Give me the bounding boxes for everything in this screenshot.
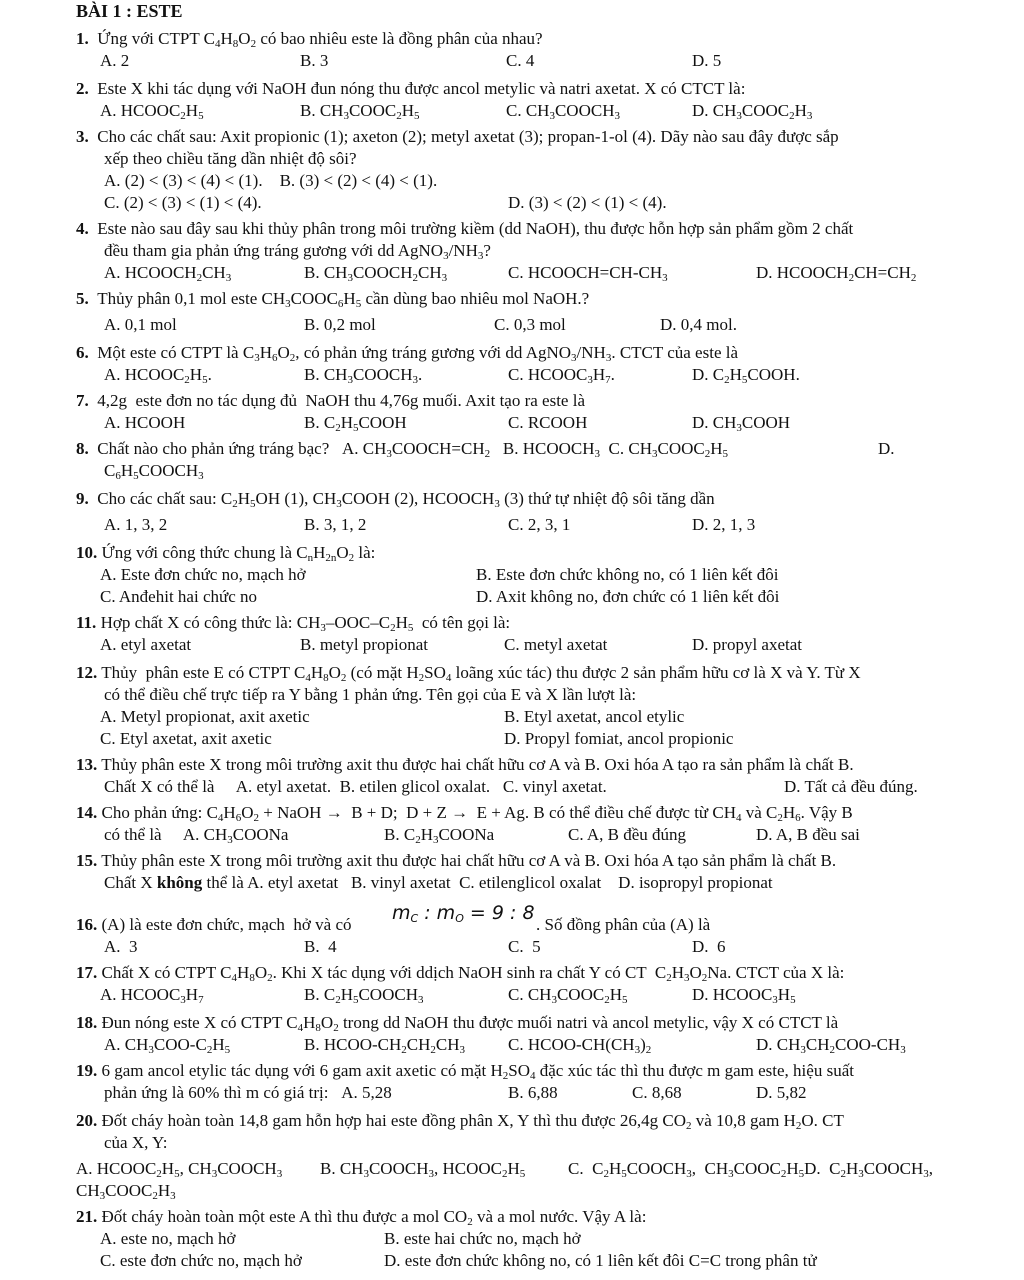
text-line: C. este đơn chức no, mạch hở: [100, 1251, 302, 1270]
text-line: 1. Ứng với CTPT $C_4H_8O_2$ có bao nhiêu este là đồng phân của nhau?: [76, 29, 543, 50]
text-line: . Số đồng phân của (A) là: [536, 915, 711, 934]
text-line: 18. Đun nóng este X có CTPT $C_4H_8O_2$ trong dd NaOH thu được muối natri và ancol metylic, vậy X có CTCT là: [76, 1013, 839, 1034]
text-line: D. 5: [692, 51, 722, 70]
text-line: D. $CH_3COOH$: [692, 413, 791, 434]
text-line: 6. Một este có CTPT là $C_3H_6O_2$, có phản ứng tráng gương với dd $AgNO_3/NH_3$. CTCT của este là: [76, 343, 739, 364]
text-line: C. 8,68: [632, 1083, 682, 1102]
text-line: 11. Hợp chất X có công thức là: $CH_3-OOC-C_2H_5$ có tên gọi là:: [76, 613, 511, 634]
text-line: $m_C$ : $m_O = 9$ : 8: [392, 902, 535, 925]
text-line: 7. 4,2g este đơn no tác dụng đủ NaOH thu 4,76g muối. Axit tạo ra este là: [76, 391, 585, 410]
text-line: A. 1, 3, 2: [104, 515, 168, 534]
text-line: Chất X có thể là A. etyl axetat. B. etilen glicol oxalat. C. vinyl axetat.: [104, 777, 607, 796]
text-line: B. metyl propionat: [300, 635, 428, 654]
text-line: B. 3, 1, 2: [304, 515, 367, 534]
text-line: đều tham gia phản ứng tráng gương với dd $AgNO_3/NH_3$?: [104, 241, 491, 262]
text-line: A. (2) < (3) < (4) < (1). B. (3) < (2) < (4) < (1).: [104, 171, 438, 190]
text-line: 17. Chất X có CTPT $C_4H_8O_2$. Khi X tác dụng với ddịch NaOH sinh ra chất Y có CT $C_2H_3O_2Na$. CTCT của X là:: [76, 963, 845, 984]
text-line: C. $HCOOCH=CH-CH_3$: [508, 263, 668, 284]
text-line: D. Tất cả đều đúng.: [784, 777, 918, 796]
text-line: $CH_3COOC_2H_3$: [76, 1181, 176, 1202]
text-line: B. 0,2 mol: [304, 315, 376, 334]
text-line: D. este đơn chức không no, có 1 liên kết đôi C=C trong phân tử: [384, 1251, 817, 1270]
text-line: A. HCOOH: [104, 413, 186, 432]
text-line: D.: [878, 439, 895, 458]
text-line: C. 5: [508, 937, 541, 956]
text-line: B. 4: [304, 937, 337, 956]
text-line: A. $HCOOC_2H_5$.: [104, 365, 212, 386]
text-line: Chất X không thể là A. etyl axetat B. vinyl axetat C. etilenglicol oxalat D. isopropyl propionat: [104, 873, 773, 892]
text-line: 5. Thủy phân 0,1 mol este $CH_3COOC_6H_5$ cần dùng bao nhiêu mol NaOH.?: [76, 289, 590, 310]
text-line: $C_6H_5COOCH_3$: [104, 461, 204, 482]
text-line: C. metyl axetat: [504, 635, 608, 654]
text-line: A. $CH_3COO-C_2H_5$: [104, 1035, 231, 1056]
text-line: C. $HCOOC_3H_7$.: [508, 365, 615, 386]
text-line: D. 6: [692, 937, 726, 956]
text-line: D. $HCOOC_3H_5$: [692, 985, 796, 1006]
text-line: C. 2, 3, 1: [508, 515, 571, 534]
text-line: 4. Este nào sau đây sau khi thủy phân trong môi trường kiềm (dd NaOH), thu được hỗn hợp sản phẩm gồm 2 chất: [76, 219, 854, 238]
text-line: D. $HCOOCH_2CH=CH_2$: [756, 263, 917, 284]
text-line: B. 6,88: [508, 1083, 558, 1102]
text-line: A. 2: [100, 51, 130, 70]
text-line: 3. Cho các chất sau: Axit propionic (1); axeton (2); metyl axetat (3); propan-1-ol (4). Dãy nào sau đây được sắp: [76, 127, 839, 146]
text-line: 21. Đốt cháy hoàn toàn một este A thì thu được a mol $CO_2$ và a mol nước. Vậy A là:: [76, 1207, 647, 1228]
text-line: C. $CH_3COOCH_3$: [506, 101, 620, 122]
text-line: có thể điều chế trực tiếp ra Y bằng 1 phản ứng. Tên gọi của E và X lần lượt là:: [104, 685, 637, 704]
text-line: B. Etyl axetat, ancol etylic: [504, 707, 685, 726]
text-line: D. $CH_3CH_2COO-CH_3$: [756, 1035, 906, 1056]
text-line: B. $C_2H_5COOH$: [304, 413, 407, 434]
text-line: C. 0,3 mol: [494, 315, 566, 334]
text-line: 12. Thủy phân este E có CTPT $C_4H_8O_2$ (có mặt $H_2SO_4$ loãng xúc tác) thu được 2 sản phẩm hữu cơ là X và Y. Từ X: [76, 663, 861, 684]
text-line: B. este hai chức no, mạch hở: [384, 1229, 581, 1248]
text-line: B. Este đơn chức không no, có 1 liên kết đôi: [476, 565, 779, 584]
text-line: B. $CH_3COOCH_2CH_3$: [304, 263, 448, 284]
text-line: B. 3: [300, 51, 329, 70]
text-line: A. etyl axetat: [100, 635, 192, 654]
text-line: B. $CH_3COOCH_3$.: [304, 365, 423, 386]
text-line: D. A, B đều sai: [756, 825, 860, 844]
text-line: 15. Thủy phân este X trong môi trường axit thu được hai chất hữu cơ A và B. Oxi hóa A tạo sản phẩm là chất B.: [76, 851, 837, 870]
text-line: D. $C_2H_5COOH$.: [692, 365, 800, 386]
text-line: C. $C_2H_5COOCH_3$, $CH_3COOC_2H_5D$. $C_2H_3COOCH_3$,: [568, 1159, 934, 1180]
text-line: của X, Y:: [104, 1133, 168, 1152]
text-line: 20. Đốt cháy hoàn toàn 14,8 gam hỗn hợp hai este đồng phân X, Y thì thu được 26,4g $CO_2$ và 10,8 gam $H_2O$. CT: [76, 1111, 844, 1132]
text-line: D. propyl axetat: [692, 635, 802, 654]
text-line: D. $CH_3COOC_2H_3$: [692, 101, 813, 122]
text-line: A. Este đơn chức no, mạch hở: [100, 565, 306, 584]
text-line: C. RCOOH: [508, 413, 588, 432]
text-line: D. 5,82: [756, 1083, 807, 1102]
text-line: phản ứng là 60% thì m có giá trị: A. 5,28: [104, 1083, 392, 1102]
text-line: C. Anđehit hai chức no: [100, 587, 257, 606]
text-line: A. 3: [104, 937, 138, 956]
text-line: D. Axit không no, đơn chức có 1 liên kết đôi: [476, 587, 780, 606]
text-line: 14. Cho phản ứng: $C_4H_6O_2$ + NaOH → B + D; D + Z → E + Ag. B có thể điều chế được từ $CH_4$ và $C_2H_6$. Vậy B: [76, 803, 853, 824]
text-line: B. $CH_3COOCH_3$, $HCOOC_2H_5$: [320, 1159, 526, 1180]
text-line: C. 4: [506, 51, 535, 70]
text-line: D. Propyl fomiat, ancol propionic: [504, 729, 734, 748]
text-line: 9. Cho các chất sau: $C_2H_5OH$ (1), $CH_3COOH$ (2), $HCOOCH_3$ (3) thứ tự nhiệt độ sôi tăng dần: [76, 489, 715, 510]
text-line: A. Metyl propionat, axit axetic: [100, 707, 310, 726]
text-line: A. $HCOOC_2H_5$: [100, 101, 204, 122]
text-line: xếp theo chiều tăng dần nhiệt độ sôi?: [104, 149, 357, 168]
text-line: C. (2) < (3) < (1) < (4).: [104, 193, 262, 212]
page-title: BÀI 1 : ESTE: [76, 1, 183, 21]
text-line: 16. (A) là este đơn chức, mạch hở và có: [76, 915, 352, 934]
text-line: A. 0,1 mol: [104, 315, 177, 334]
text-line: C. $CH_3COOC_2H_5$: [508, 985, 628, 1006]
text-line: 19. 6 gam ancol etylic tác dụng với 6 gam axit axetic có mặt $H_2SO_4$ đặc xúc tác thì thu được m gam este, hiệu suất: [76, 1061, 854, 1082]
text-line: D. (3) < (2) < (1) < (4).: [508, 193, 667, 212]
text-line: có thể là A. $CH_3COONa$: [104, 825, 289, 846]
text-line: A. $HCOOC_3H_7$: [100, 985, 204, 1006]
text-line: B. $C_2H_5COOCH_3$: [304, 985, 424, 1006]
text-line: C. HCOO-$CH(CH_3)_2$: [508, 1035, 652, 1056]
text-line: 10. Ứng với công thức chung là $C_nH_{2n}O_2$ là:: [76, 543, 376, 564]
text-line: B. $C_2H_3COONa$: [384, 825, 495, 846]
text-line: C. Etyl axetat, axit axetic: [100, 729, 272, 748]
text-line: 2. Este X khi tác dụng với NaOH đun nóng thu được ancol metylic và natri axetat. X có CTCT là:: [76, 79, 746, 98]
text-line: C. A, B đều đúng: [568, 825, 687, 844]
text-line: A. $HCOOCH_2CH_3$: [104, 263, 232, 284]
text-line: B. $CH_3COOC_2H_5$: [300, 101, 420, 122]
text-line: A. $HCOOC_2H_5$, $CH_3COOCH_3$: [76, 1159, 283, 1180]
text-line: 13. Thủy phân este X trong môi trường axit thu được hai chất hữu cơ A và B. Oxi hóa A tạo ra sản phẩm là chất B.: [76, 755, 854, 774]
text-line: D. 0,4 mol.: [660, 315, 737, 334]
text-line: D. 2, 1, 3: [692, 515, 756, 534]
text-line: 8. Chất nào cho phản ứng tráng bạc? A. $CH_3COOCH=CH_2$ B. $HCOOCH_3$ C. $CH_3COOC_2H_5$: [76, 439, 728, 460]
text-line: B. HCOO-$CH_2CH_2CH_3$: [304, 1035, 466, 1056]
text-line: A. este no, mạch hở: [100, 1229, 236, 1248]
